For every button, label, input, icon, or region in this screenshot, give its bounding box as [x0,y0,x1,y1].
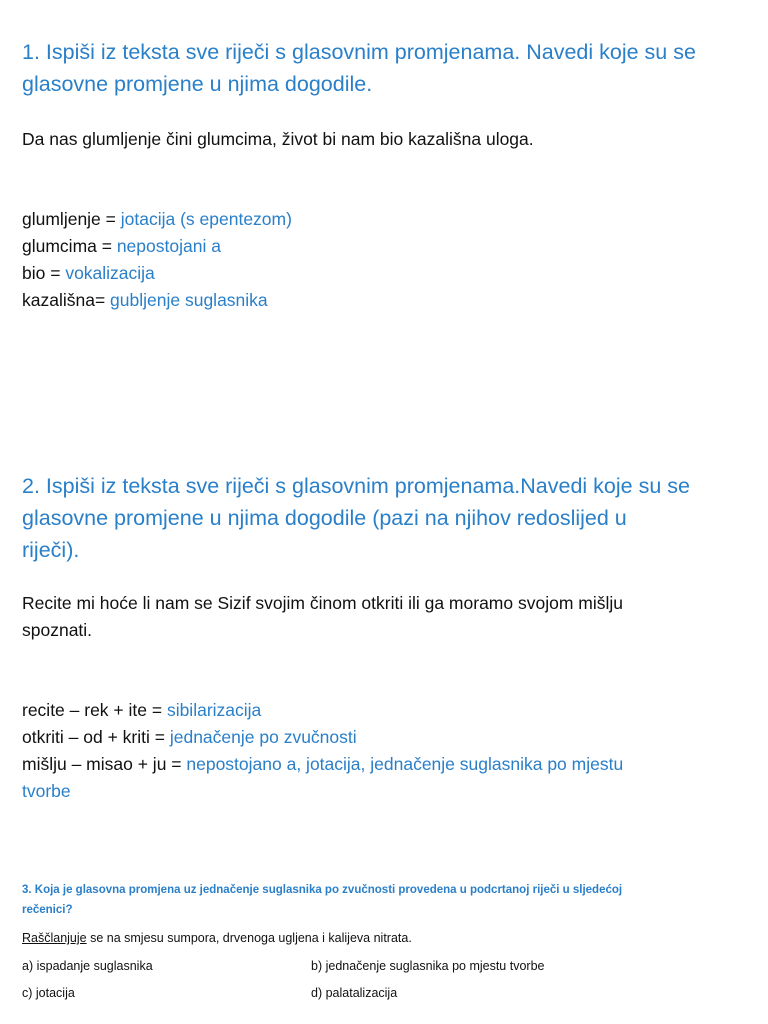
q1-answer-list [22,206,752,314]
q1-answer-item [22,260,752,287]
q2-heading [22,470,752,566]
q1-answer-change: jotacija (s epentezom) [120,209,292,229]
q3-heading [22,880,752,920]
q1-heading-line-1: 1. Ispiši iz teksta sve riječi s glasovnim promjenama. Navedi koje su se [22,40,696,64]
q3-option-d: d) palatalizacija [311,986,398,1000]
q1-heading [22,36,752,100]
q2-answer-word: mišlju – misao + ju = [22,754,187,774]
q1-heading-line-2: glasovne promjene u njima dogodile. [22,72,373,96]
q2-answer-item [22,697,752,724]
q2-answer-list [22,697,752,805]
q1-answer-change: nepostojani a [116,236,221,256]
q1-answer-change: vokalizacija [65,263,155,283]
q1-answer-change: gubljenje suglasnika [110,290,268,310]
q2-answer-change: nepostojano a, jotacija, jednačenje suglasnika po mjestu [186,754,624,774]
q3-heading-line-2: rečenici? [22,904,73,916]
q2-answer-word: otkriti – od + kriti = [22,727,170,747]
q2-answer-continuation: tvorbe [22,781,71,801]
q1-answer-word: bio = [22,263,66,283]
q1-answer-item [22,233,752,260]
q3-sentence-rest: se na smjesu sumpora, drvenoga ugljena i kalijeva nitrata. [86,931,412,945]
q3-option-b: b) jednačenje suglasnika po mjestu tvorbe [311,959,545,973]
q2-sentence [22,590,752,644]
q1-answer-word: glumcima = [22,236,117,256]
q2-sentence-line-2: spoznati. [22,620,93,640]
q2-sentence-line-1: Recite mi hoće li nam se Sizif svojim činom otkriti ili ga moramo svojom mišlju [22,593,623,613]
q2-answer-item [22,751,752,778]
q1-answer-word: glumljenje = [22,209,121,229]
q2-answer-item [22,724,752,751]
q3-option-a: a) ispadanje suglasnika [22,959,153,973]
q1-answer-word: kazališna= [22,290,111,310]
q2-heading-line-1: 2. Ispiši iz teksta sve riječi s glasovnim promjenama.Navedi koje su se [22,474,690,498]
q1-answer-item [22,287,752,314]
q2-answer-word: recite – rek + ite = [22,700,167,720]
q2-heading-line-3: riječi). [22,538,80,562]
q2-answer-change: sibilarizacija [166,700,262,720]
q2-heading-line-2: glasovne promjene u njima dogodile (pazi na njihov redoslijed u [22,506,627,530]
q2-answer-change: jednačenje po zvučnosti [169,727,357,747]
q1-answer-item [22,206,752,233]
q1-sentence: Da nas glumljenje čini glumcima, život bi nam bio kazališna uloga. [22,129,534,149]
q3-underlined-word: Raščlanjuje [22,931,87,945]
q3-option-c: c) jotacija [22,986,75,1000]
q3-sentence [22,928,752,948]
q3-heading-line-1: 3. Koja je glasovna promjena uz jednačenje suglasnika po zvučnosti provedena u podcrtanoj riječi u sljedećoj [22,884,623,896]
